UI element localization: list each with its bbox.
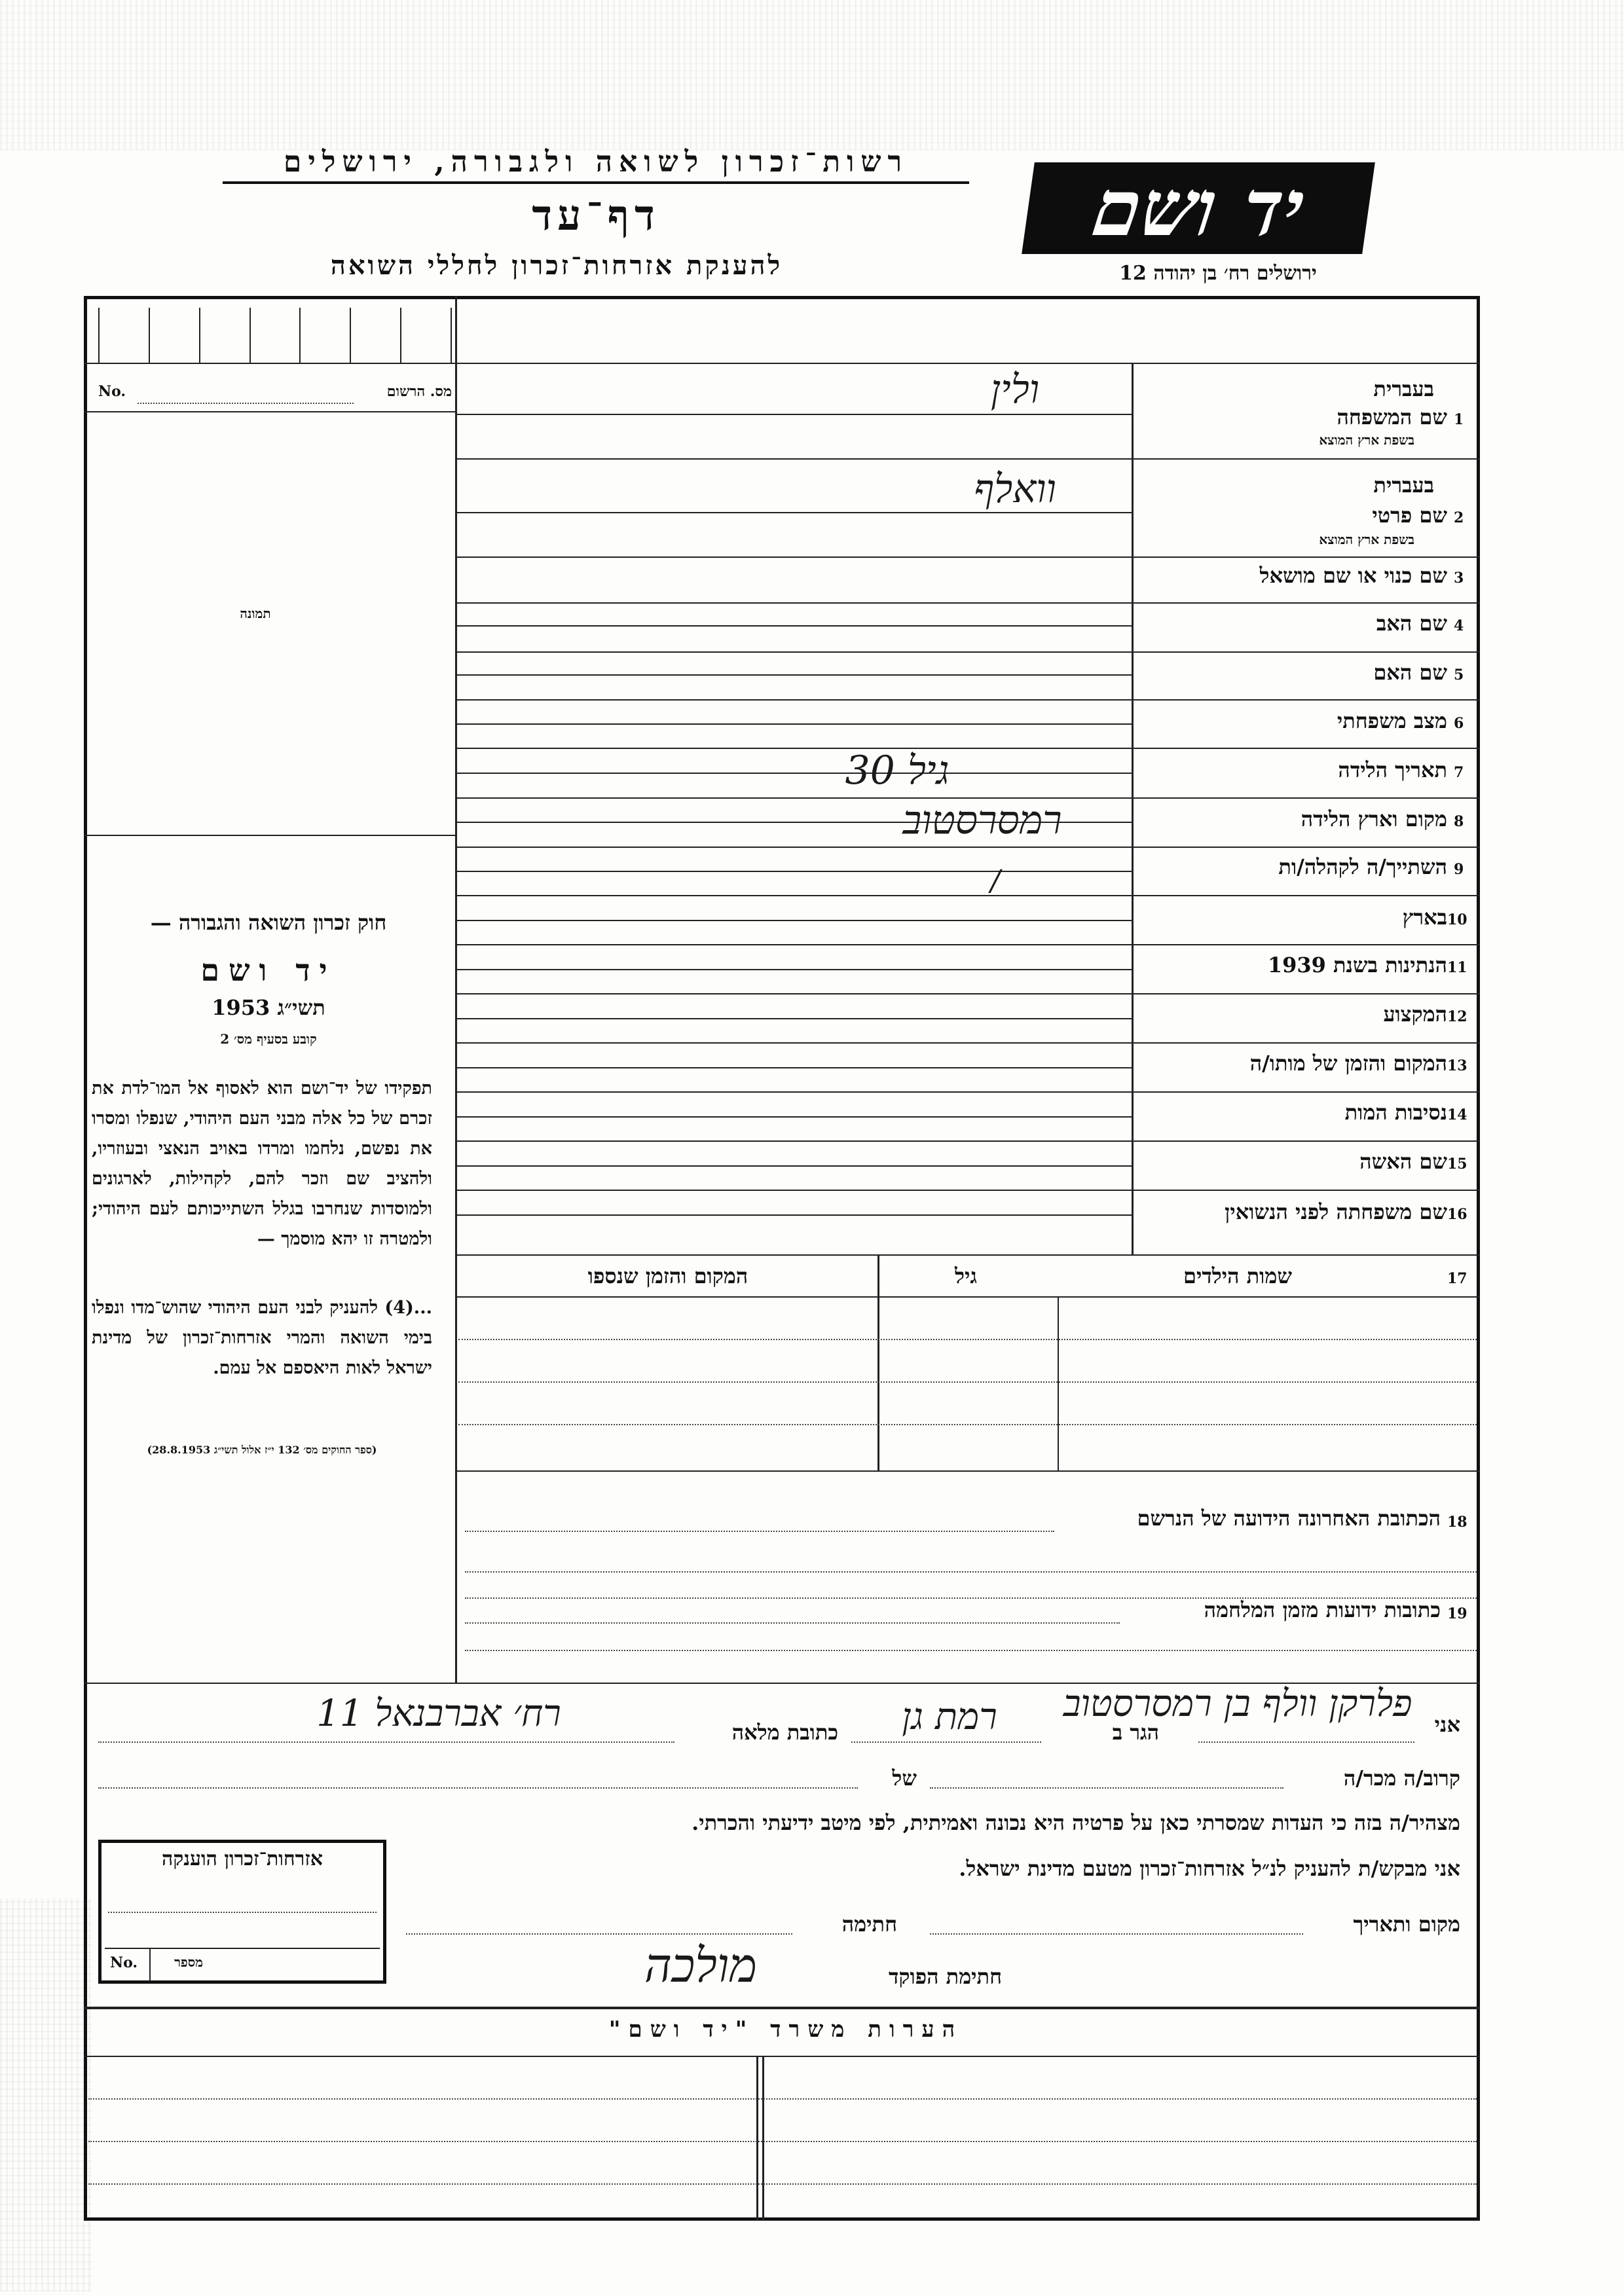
field-6-label: מצב משפחתי <box>1337 708 1447 733</box>
field-2-native-tag: בשפת ארץ המוצא <box>1319 532 1414 547</box>
declaration-request: אני מבקש/ת להעניק לנ״ל אזרחות־זכרון מטעם מדינת ישראל. <box>959 1856 1460 1881</box>
declaration-relative: קרוב/ה מכר/ה <box>1343 1766 1460 1791</box>
children-age-header: גיל <box>955 1264 977 1288</box>
form-subtitle: להענקת אזרחות־זכרון לחללי השואה <box>330 250 783 281</box>
office-notes-title: הערות משרד "יד ושם" <box>608 2016 963 2043</box>
field-14-label: נסיבות המות <box>1344 1100 1447 1125</box>
stamp-box-no: No. <box>110 1954 138 1971</box>
field-1-family-name-value: ולין <box>990 367 1040 412</box>
photo-label: תמונה <box>240 606 271 621</box>
address-line: ירושלים רח׳ בן יהודה 12 <box>1119 262 1317 285</box>
authority-heading: רשות־זכרון לשואה ולגבורה, ירושלים <box>223 145 969 184</box>
children-names-header: שמות הילדים <box>1183 1264 1292 1288</box>
form-title: דף־עד <box>532 191 660 240</box>
field-10-number: 10 <box>1447 911 1467 928</box>
scan-noise-top <box>0 0 1624 151</box>
field-3-number: 3 <box>1454 570 1464 587</box>
field-10-label: בארץ <box>1402 905 1447 930</box>
registration-no: No. <box>98 383 126 400</box>
declarant-address-handwritten: רח׳ אברבנאל 11 <box>316 1692 561 1735</box>
declaration-ani: אני <box>1434 1712 1460 1737</box>
field-12-label: המקצוע <box>1383 1002 1447 1027</box>
field-8-birth-place-value: רמסרסטוב <box>902 797 1062 843</box>
declarant-city-handwritten: רמת גן <box>902 1696 997 1738</box>
field-3-label: שם כנוי או שם מושאל <box>1259 563 1447 588</box>
field-12-number: 12 <box>1447 1008 1467 1025</box>
field-4-number: 4 <box>1454 617 1464 634</box>
field-13-number: 13 <box>1447 1057 1467 1074</box>
field-4-label: שם האב <box>1376 611 1447 636</box>
field-7-number: 7 <box>1454 764 1464 781</box>
field-7-label: תאריך הלידה <box>1338 757 1447 782</box>
field-8-label: מקום וארץ הלידה <box>1301 807 1447 831</box>
field-2-hebrew-tag: בעברית <box>1373 473 1434 498</box>
stamp-box-title: אזרחות־זכרון הוענקה <box>161 1848 323 1870</box>
field-6-number: 6 <box>1454 715 1464 732</box>
field-11-number: 11 <box>1447 959 1467 976</box>
place-date-label: מקום ותאריך <box>1353 1912 1460 1937</box>
declaration-of: של <box>892 1766 917 1791</box>
field-19-number: 19 <box>1447 1605 1467 1622</box>
field-1-hebrew-tag: בעברית <box>1373 376 1434 401</box>
law-clause: קובע בסעיף מס׳ 2 <box>220 1031 317 1047</box>
field-17-number: 17 <box>1447 1270 1467 1287</box>
declaration-full-address-label: כתובת מלאה <box>731 1720 838 1745</box>
law-text: תפקידו של יד־ושם הוא לאסוף אל המו־לדת את זכרם של כל אלה מבני העם היהודי, שנפלו ומסרו את נפשם, נלחמו ומרדו באויב הנאצי ובעוזריו, ולהציב שם וזכר להם, לקהילות, לארגונים ולמוסדות שנחרבו בגלל השתייכותם לעם היהודי; ולמטרה זו יהא מוסמך — <box>92 1078 432 1249</box>
field-1-native-tag: בשפת ארץ המוצא <box>1319 432 1414 448</box>
office-notes-divider <box>756 2056 764 2221</box>
field-9-community-value: / <box>990 864 1001 898</box>
field-2-number: 2 <box>1454 509 1464 526</box>
field-5-label: שם האם <box>1373 660 1447 685</box>
law-name: יד ושם <box>200 953 337 988</box>
field-9-number: 9 <box>1454 861 1464 878</box>
registration-label: מס. הרשום <box>386 383 452 400</box>
field-9-label: השתייך/ה לקהלה/ות <box>1278 854 1447 879</box>
declaration-statement: מצהיר/ה בזה כי העדות שמסרתי כאן על פרטיה היא נכונה ואמיתית, לפי מיטב ידיעתי והכרתי. <box>692 1810 1460 1835</box>
field-18-number: 18 <box>1447 1514 1467 1531</box>
children-place-header: המקום והזמן שנספו <box>587 1264 748 1288</box>
field-11-label: הנתינות בשנת 1939 <box>1267 953 1447 977</box>
field-16-label: שם משפחתה לפני הנשואין <box>1225 1199 1447 1224</box>
field-16-number: 16 <box>1447 1206 1467 1223</box>
law-reference: (ספר החוקים מס׳ 132 י״ז אלול תשי״ג 28.8.1953) <box>147 1444 377 1456</box>
declaration-resides: הגר ב <box>1112 1720 1159 1745</box>
field-2-first-name-value: וואלף <box>974 466 1056 512</box>
declarant-name-handwritten: פלרקן וולף בן רמסרסטוב <box>1063 1683 1412 1725</box>
official-signature-handwritten: מולכה <box>644 1938 758 1993</box>
law-text-clause-4: ...(4) להעניק לבני העם היהודי שהוש־מדו ונפלו בימי השואה והמרי אזרחות־זכרון של מדינת ישראל לאות היאספם אל עמם. <box>92 1298 432 1378</box>
field-5-number: 5 <box>1454 666 1464 683</box>
field-7-birth-date-value: גיל 30 <box>845 748 950 793</box>
column-divider <box>455 296 457 1683</box>
law-year: תשי״ג 1953 <box>212 995 325 1020</box>
official-signature-label: חתימת הפוקד <box>889 1964 1002 1989</box>
field-14-number: 14 <box>1447 1106 1467 1123</box>
field-1-number: 1 <box>1454 411 1464 428</box>
field-15-number: 15 <box>1447 1156 1467 1173</box>
law-title: חוק זכרון השואה והגבורה — <box>150 910 387 935</box>
label-column-divider <box>1132 363 1134 1254</box>
yad-vashem-logo: יד ושם <box>1022 162 1375 254</box>
field-18-label: הכתובת האחרונה הידועה של הנרשם <box>1137 1506 1441 1531</box>
field-19-label: כתובות ידועות מזמן המלחמה <box>1204 1597 1441 1622</box>
field-8-number: 8 <box>1454 813 1464 830</box>
signature-label: חתימה <box>841 1912 897 1937</box>
field-2-label: שם פרטי <box>1372 503 1447 528</box>
field-1-label: שם המשפחה <box>1337 405 1447 429</box>
scan-noise-left <box>0 1899 92 2291</box>
field-15-label: שם האשה <box>1359 1149 1447 1174</box>
field-13-label: המקום והזמן של מותו/ה <box>1249 1051 1447 1076</box>
registration-boxes <box>98 308 452 363</box>
stamp-box-number-label: מספר <box>174 1954 203 1970</box>
